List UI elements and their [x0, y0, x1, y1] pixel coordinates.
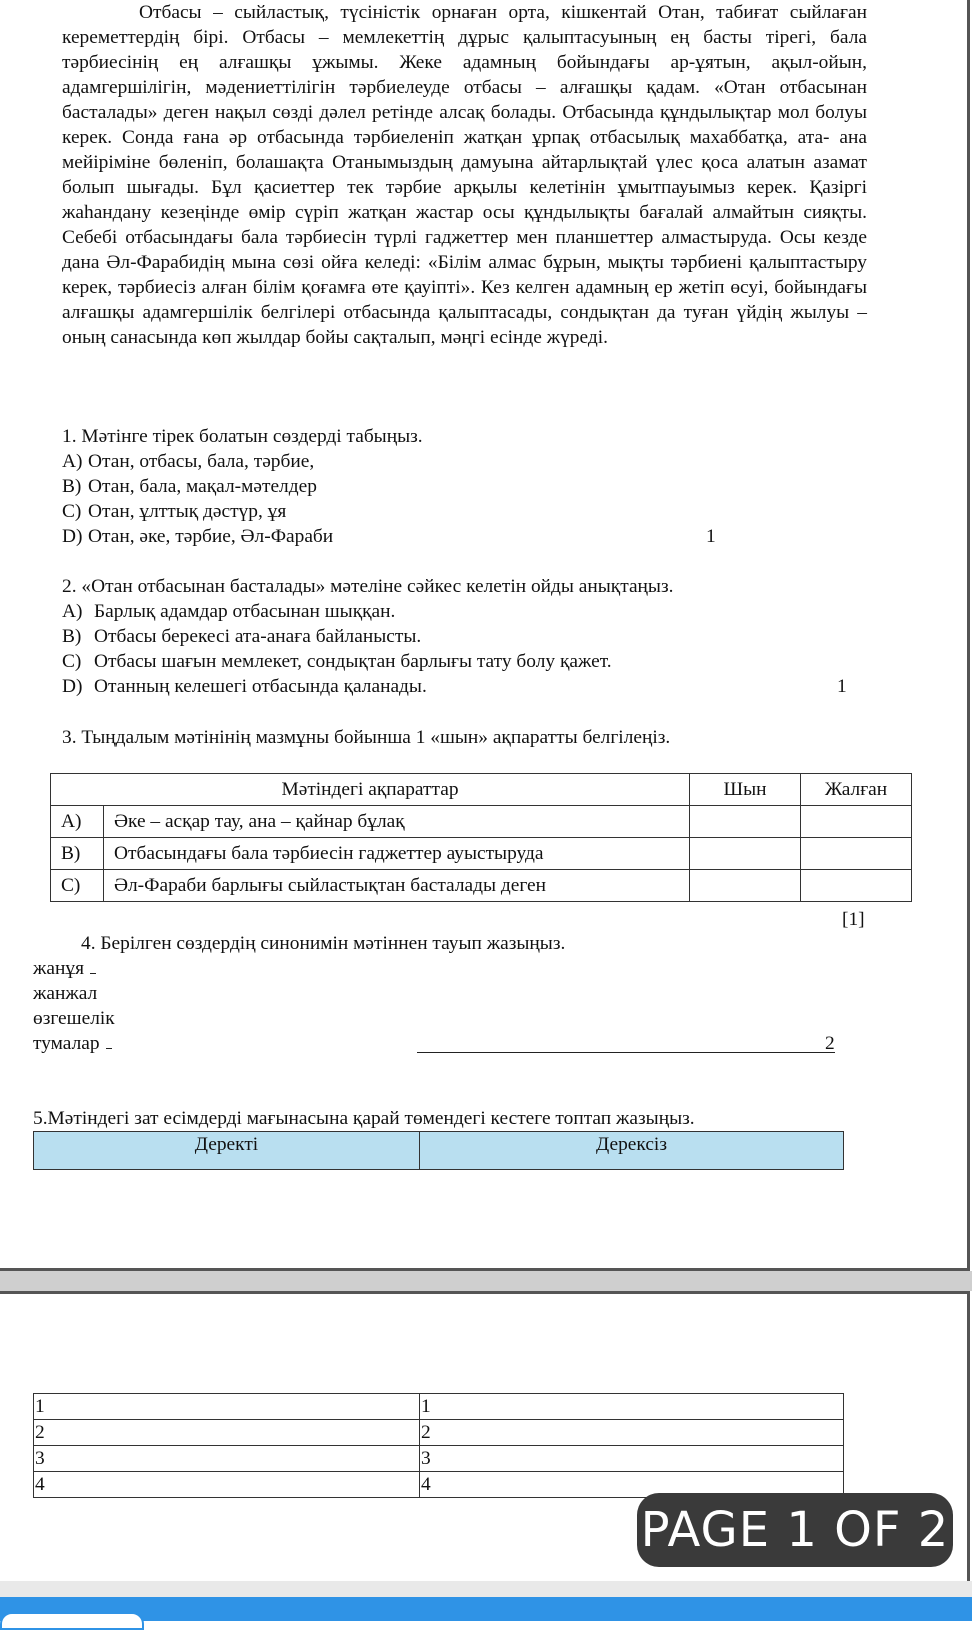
viewer-bottom-strip — [0, 1581, 972, 1597]
question-2-title: 2. «Отан отбасынан басталады» мәтеліне сәйкес келетін ойды анықтаңыз. — [62, 576, 674, 597]
question-2-score: 1 — [837, 676, 847, 697]
table-header-row — [51, 774, 912, 806]
true-false-table — [50, 773, 912, 902]
synonym-word: жанжал — [33, 983, 98, 1004]
abstract-cell[interactable]: 4 — [420, 1472, 844, 1498]
question-1-score: 1 — [706, 526, 716, 547]
page-indicator-badge: PAGE 1 OF 2 — [637, 1493, 953, 1567]
question-4-score: 2 — [825, 1033, 835, 1054]
header-abstract: Дерексіз — [420, 1132, 844, 1170]
question-3-score: [1] — [842, 909, 865, 930]
header-concrete: Деректі — [34, 1132, 420, 1170]
table-row — [34, 1420, 844, 1446]
bottom-tab[interactable] — [0, 1612, 144, 1630]
false-answer-cell[interactable] — [801, 806, 912, 838]
row-statement: Әл-Фараби барлығы сыйластықтан басталады деген — [104, 870, 690, 902]
question-2-option-b: B) Отбасы берекесі ата-анаға байланысты. — [62, 626, 422, 647]
noun-classification-table — [33, 1393, 844, 1498]
question-2-option-c: C) Отбасы шағын мемлекет, сондықтан барлығы тату болу қажет. — [62, 651, 612, 672]
question-1-option-b: B) Отан, бала, мақал-мәтелдер — [62, 476, 317, 497]
row-letter: B) — [51, 838, 104, 870]
answer-blank[interactable] — [106, 1034, 112, 1049]
synonym-word: өзгешелік — [33, 1008, 115, 1029]
row-statement: Отбасындағы бала тәрбиесін гаджеттер ауыстыруда — [104, 838, 690, 870]
question-4-title: 4. Берілген сөздердің синонимін мәтіннен тауып жазыңыз. — [81, 933, 566, 954]
header-false: Жалған — [801, 774, 912, 806]
abstract-cell[interactable]: 1 — [420, 1394, 844, 1420]
header-true: Шын — [690, 774, 801, 806]
row-statement: Әке – асқар тау, ана – қайнар бұлақ — [104, 806, 690, 838]
concrete-cell[interactable]: 1 — [34, 1394, 420, 1420]
table-row — [34, 1394, 844, 1420]
table-row — [51, 838, 912, 870]
abstract-cell[interactable]: 2 — [420, 1420, 844, 1446]
noun-classification-header-table — [33, 1131, 844, 1170]
question-2-option-a: A) Барлық адамдар отбасынан шыққан. — [62, 601, 396, 622]
question-5-title: 5.Мәтіндегі зат есімдерді мағынасына қарай төмендегі кестеге топтап жазыңыз. — [33, 1108, 695, 1129]
true-answer-cell[interactable] — [690, 806, 801, 838]
question-1-option-c: C) Отан, ұлттық дәстүр, ұя — [62, 501, 287, 522]
question-1-title: 1. Мәтінге тірек болатын сөздерді табыңыз. — [62, 426, 423, 447]
table-row — [34, 1446, 844, 1472]
question-1-option-d: D) Отан, әке, тәрбие, Әл-Фараби — [62, 526, 334, 547]
table-row — [51, 870, 912, 902]
passage-text: Отбасы – сыйластық, түсіністік орнаған орта, кішкентай Отан, табиғат сыйлаған кереметтердің бірі. Отбасы – мемлекеттің дұрыс қалыптасуының ең басты тірегі, бала тәрбиесінің ең алғашқы ұжымы. Жеке адамның бойындағы ар-ұятын, ақыл-ойын, адамгершілігін, мәдениеттілігін тәрбиелеуде отбасы – алғашқы қадам. «Отан отбасынан басталады» деген нақыл сөзді дәлел ретінде алсақ болады. Отбасында құндылықтар мол болуы керек. Сонда ғана әр отбасында тәрбиеленіп жатқан ұрпақ отбасылық махаббатқа, ата- ана мейіріміне бөленіп, болашақта Отанымыздың дамуына айтарлықтай үлес қоса алатын азамат болып шығады. Бұл қасиеттер тек тәрбие арқылы келетінін ұмытпауымыз керек. Қазіргі жаһандану кезеңінде өмір сүріп жатқан жастар осы құндылықты бағалай алмайтын сияқты. Себебі отбасындағы бала тәрбиесін түрлі гаджеттер мен планшеттер алмастыруда. Осы кезде дана Әл-Фарабидің мына сөзі ойға келеді: «Білім алмас бұрын, мықты тәрбиені қалыптастыру керек, тәрбиесіз алған білім қоғамға өте қауіпті». Кез келген адамның ер жетіп өсуі, бойындағы алғашқы адамгершілік белгілері отбасында қалыптасады, сондықтан да туған үйдің жылуы – оның санасында көп жылдар бойы сақталып, мәңгі есінде жүреді. — [62, 2, 867, 348]
row-letter: A) — [51, 806, 104, 838]
abstract-cell[interactable]: 3 — [420, 1446, 844, 1472]
concrete-cell[interactable]: 2 — [34, 1420, 420, 1446]
synonym-word: тумалар — [33, 1031, 112, 1056]
false-answer-cell[interactable] — [801, 838, 912, 870]
question-2-option-d: D) Отанның келешегі отбасында қаланады. — [62, 676, 427, 697]
true-answer-cell[interactable] — [690, 838, 801, 870]
answer-line[interactable] — [417, 1052, 835, 1053]
page-separator — [0, 1271, 972, 1291]
table-row — [51, 806, 912, 838]
concrete-cell[interactable]: 4 — [34, 1472, 420, 1498]
answer-blank[interactable] — [90, 959, 96, 974]
concrete-cell[interactable]: 3 — [34, 1446, 420, 1472]
synonym-word: жанұя — [33, 956, 96, 981]
header-information: Мәтіндегі ақпараттар — [51, 774, 690, 806]
question-1-option-a: A) Отан, отбасы, бала, тәрбие, — [62, 451, 315, 472]
row-letter: C) — [51, 870, 104, 902]
false-answer-cell[interactable] — [801, 870, 912, 902]
question-3-title: 3. Тыңдалым мәтінінің мазмұны бойынша 1 «шын» ақпаратты белгілеңіз. — [62, 727, 671, 748]
viewer-bottom-bar — [0, 1597, 972, 1621]
true-answer-cell[interactable] — [690, 870, 801, 902]
